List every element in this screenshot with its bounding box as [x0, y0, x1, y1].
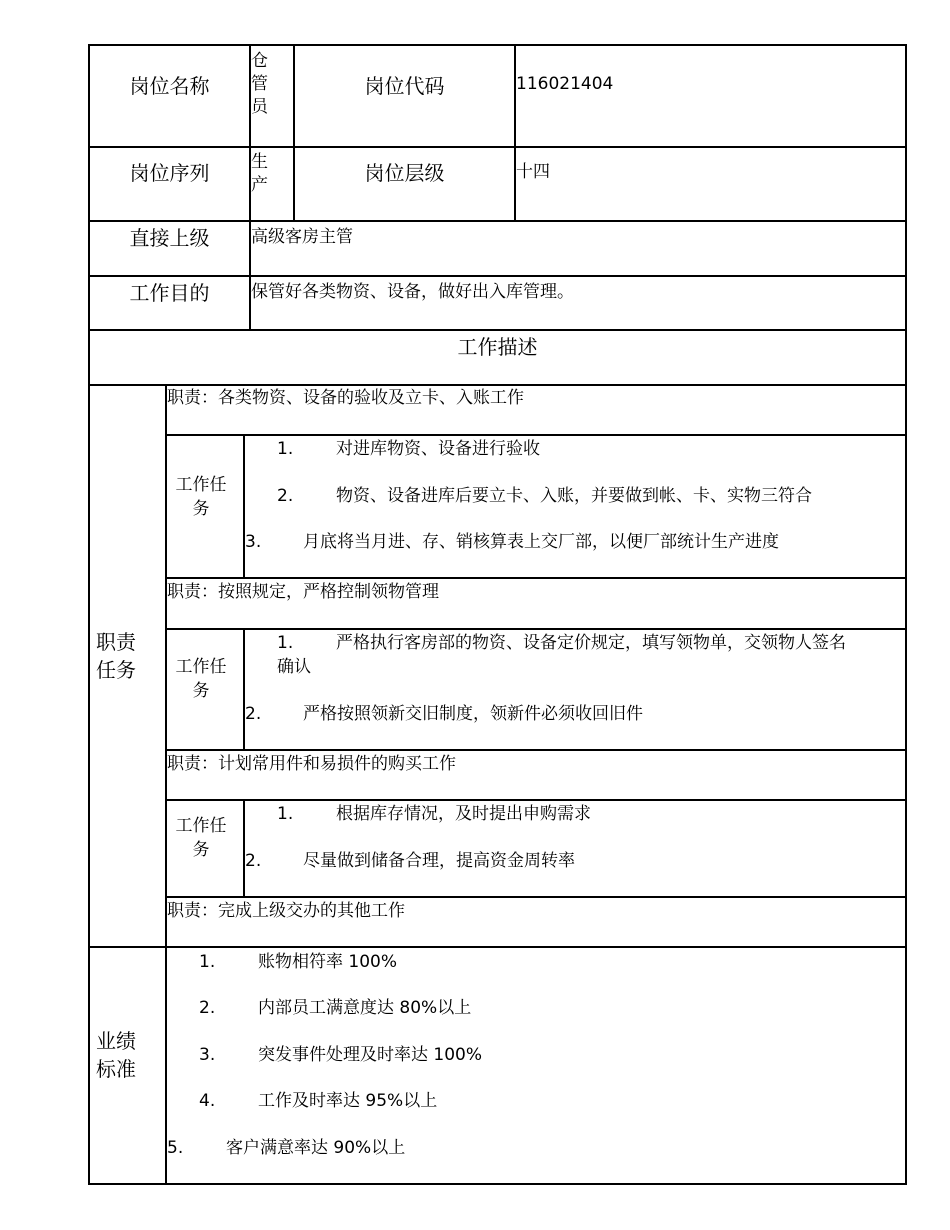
task-number: 2. [277, 486, 294, 506]
performance-number: 1. [199, 952, 216, 972]
performance-item: 工作及时率达 95%以上 [258, 1091, 438, 1111]
task-number: 2. [245, 851, 262, 871]
col-divider [243, 628, 245, 750]
supervisor-label: 直接上级 [129, 226, 210, 250]
performance-number: 3. [199, 1045, 216, 1065]
col-divider [243, 799, 245, 897]
performance-section-label: 业绩标准 [96, 1029, 136, 1081]
row-divider [166, 749, 907, 751]
duty-title: 职责：各类物资、设备的验收及立卡、入账工作 [167, 388, 524, 408]
row-divider [166, 434, 907, 436]
row-divider [166, 799, 907, 801]
task-number: 1. [277, 804, 294, 824]
row-divider [88, 384, 907, 386]
row-divider [88, 220, 907, 222]
position-name-label: 岗位名称 [129, 74, 210, 98]
performance-number: 4. [199, 1091, 216, 1111]
task-text: 严格执行客房部的物资、设备定价规定，填写领物单，交领物人签名 [336, 633, 846, 653]
sequence-value: 生产 [251, 152, 268, 195]
performance-number: 2. [199, 998, 216, 1018]
row-divider [88, 329, 907, 331]
purpose-label: 工作目的 [129, 281, 210, 305]
work-description-title: 工作描述 [457, 335, 538, 359]
task-text: 物资、设备进库后要立卡、入账，并要做到帐、卡、实物三符合 [336, 486, 812, 506]
col-divider [243, 434, 245, 578]
level-value: 十四 [516, 162, 550, 182]
performance-number: 5. [167, 1138, 184, 1158]
performance-item: 账物相符率 100% [258, 952, 398, 972]
supervisor-value: 高级客房主管 [251, 227, 353, 247]
task-number: 2. [245, 704, 262, 724]
performance-item: 突发事件处理及时率达 100% [258, 1045, 483, 1065]
position-code-label: 岗位代码 [364, 74, 445, 98]
row-divider [166, 628, 907, 630]
task-text: 尽量做到储备合理，提高资金周转率 [303, 851, 575, 871]
task-text: 根据库存情况，及时提出申购需求 [336, 804, 591, 824]
duties-section-label: 职责任务 [96, 630, 136, 682]
task-label: 工作任务 [175, 816, 227, 860]
level-label: 岗位层级 [364, 161, 445, 185]
row-divider [166, 896, 907, 898]
task-number: 3. [245, 532, 262, 552]
purpose-value: 保管好各类物资、设备，做好出入库管理。 [251, 282, 574, 302]
position-name-value: 仓管员 [251, 51, 268, 117]
sequence-label: 岗位序列 [129, 161, 210, 185]
col-divider [165, 384, 167, 1185]
task-number: 1. [277, 633, 294, 653]
task-text-continued: 确认 [277, 657, 311, 677]
task-number: 1. [277, 439, 294, 459]
task-text: 严格按照领新交旧制度，领新件必须收回旧件 [303, 704, 643, 724]
duty-title: 职责：按照规定，严格控制领物管理 [167, 582, 439, 602]
row-divider [166, 577, 907, 579]
performance-item: 客户满意率达 90%以上 [226, 1138, 406, 1158]
col-divider [293, 44, 295, 221]
row-divider [88, 946, 907, 948]
row-divider [88, 275, 907, 277]
task-label: 工作任务 [175, 475, 227, 519]
col-divider [514, 44, 516, 221]
duty-title: 职责：完成上级交办的其他工作 [167, 901, 405, 921]
performance-item: 内部员工满意度达 80%以上 [258, 998, 472, 1018]
duty-title: 职责：计划常用件和易损件的购买工作 [167, 754, 456, 774]
row-divider [88, 146, 907, 148]
position-code-value: 116021404 [516, 74, 614, 94]
task-label: 工作任务 [175, 657, 227, 701]
task-text: 月底将当月进、存、销核算表上交厂部，以便厂部统计生产进度 [303, 532, 779, 552]
task-text: 对进库物资、设备进行验收 [336, 439, 540, 459]
